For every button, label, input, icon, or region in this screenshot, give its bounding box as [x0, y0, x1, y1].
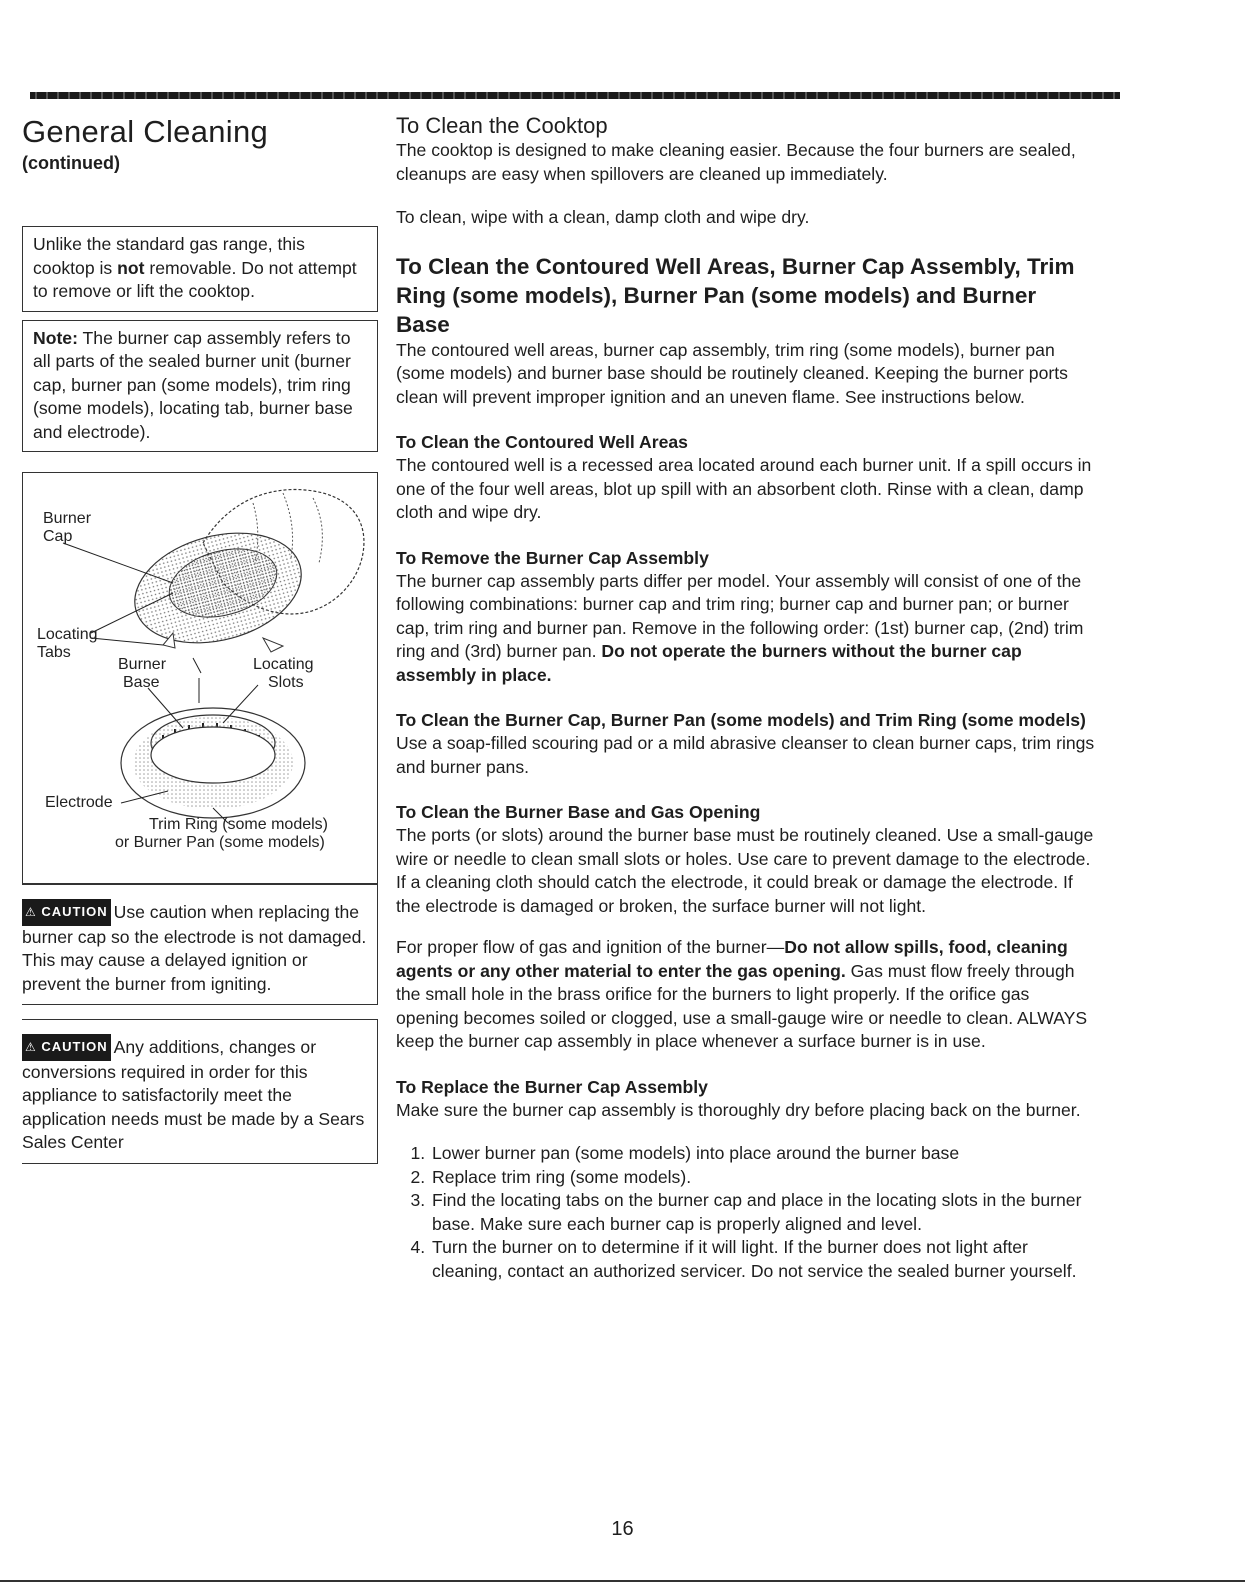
list-item: 3. Find the locating tabs on the burner cap and place in the locating slots in the burner base. Make sure each burner cap is properly aligned and level. — [430, 1189, 1096, 1236]
list-item: 4. Turn the burner on to determine if it will light. If the burner does not light after cleaning, contact an authorized servicer. Do not service the sealed burner yourself. — [430, 1236, 1096, 1283]
section-subtitle: (continued) — [22, 153, 120, 174]
label-electrode: Electrode — [45, 794, 113, 812]
bottom-rule — [0, 1580, 1245, 1582]
remove-text: The burner cap assembly parts differ per model. Your assembly will consist of one of the following combinations: burner cap and trim ring; burner cap and burner pan; or burner cap, trim ring and burner pan. Remove in the following order: (1st) burner cap, (2nd) trim ring and (3rd) burner pan. — [396, 570, 1084, 661]
contoured-text: The contoured well areas, burner cap assembly, trim ring (some models), burner pan (some models) and burner base should be routinely cleaned. Keeping the burner ports clean will prevent improper ignition and an uneven flame. See instructions below. — [396, 339, 1068, 407]
label-locating-slots-1: Locating — [253, 656, 314, 674]
box1-text-1: Unlike the standard gas range, this cooktop is — [33, 234, 305, 278]
well-text: The contoured well is a recessed area located around each burner unit. If a spill occurs in one of the four well areas, blot up spill with an absorbent cloth. Rinse with a clean, damp cloth and wipe dry. — [396, 455, 1092, 522]
burner-diagram — [23, 473, 376, 883]
burner-diagram-box — [22, 472, 378, 884]
contoured-heading: To Clean the Contoured Well Areas, Burner Cap Assembly, Trim Ring (some models), Burner Pan (some models) and Burner Base — [396, 253, 1075, 337]
gas-flow-text-1: For proper flow of gas and ignition of the burner— — [396, 937, 785, 957]
caution-badge — [22, 1034, 111, 1061]
box1-text-2: removable. Do not attempt to remove or lift the cooktop. — [33, 257, 357, 302]
wipe-text: To clean, wipe with a clean, damp cloth and wipe dry. — [396, 207, 810, 227]
cap-clean-section — [396, 709, 1096, 779]
left-column — [22, 115, 378, 1164]
label-burner-pan: or Burner Pan (some models) — [115, 834, 325, 852]
label-burner-base-1: Burner — [118, 656, 167, 674]
remove-section — [396, 547, 1096, 688]
label-locating-slots-2: Slots — [268, 674, 304, 692]
note-label: Note: — [33, 327, 78, 348]
label-burner-cap-2: Cap — [43, 528, 73, 546]
cooktop-heading: To Clean the Cooktop — [396, 113, 608, 138]
well-heading: To Clean the Contoured Well Areas — [396, 432, 688, 452]
base-heading: To Clean the Burner Base and Gas Opening — [396, 802, 761, 822]
cap-clean-heading: To Clean the Burner Cap, Burner Pan (some models) and Trim Ring (some models) — [396, 710, 1086, 730]
gas-flow-paragraph — [396, 936, 1096, 1054]
caution2-text: Any additions, changes or conversions required in order for this appliance to satisfactorily meet the application needs must be made by a Sears Sales Center — [22, 1037, 365, 1153]
page-number: 16 — [611, 1518, 634, 1540]
caution-tag-text: CAUTION — [41, 904, 108, 920]
label-burner-cap-1: Burner — [43, 510, 92, 528]
caution1-text: Use caution when replacing the burner cap so the electrode is not damaged. This may cause a delayed ignition or prevent the burner from igniting. — [22, 902, 367, 994]
caution-box-conversions — [22, 1019, 378, 1164]
remove-warning: Do not operate the burners without the burner cap assembly in place. — [396, 641, 1022, 685]
section-title: General Cleaning — [22, 114, 269, 149]
caution-box-electrode — [22, 884, 378, 1005]
remove-heading: To Remove the Burner Cap Assembly — [396, 547, 709, 568]
base-text: The ports (or slots) around the burner base must be routinely cleaned. Use a small-gauge wire or needle to clean small slots or holes. Use care to prevent damage to the electrode. If a cleaning cloth should catch the electrode, it could break or damage the electrode. If the electrode is damaged or broken, the surface burner will not light. — [396, 825, 1094, 916]
label-locating-tabs-2: Tabs — [37, 644, 71, 662]
gas-flow-text-2: Gas must flow freely through the small hole in the brass orifice for the burners to light properly. If the orifice gas opening becomes soiled or clogged, use a small-gauge wire or needle to clean. ALWAYS keep the burner cap assembly in place whenever a surface burner is in use. — [396, 960, 1088, 1051]
list-item: 2. Replace trim ring (some models). — [430, 1166, 1096, 1190]
removable-note-box — [22, 226, 378, 312]
replace-section — [396, 1076, 1096, 1284]
assembly-note-box — [22, 320, 378, 453]
well-section — [396, 431, 1096, 525]
right-column — [396, 113, 1096, 1283]
top-rule — [30, 92, 1120, 99]
label-trim-ring: Trim Ring (some models) — [149, 816, 328, 834]
warning-triangle-icon: ⚠ — [25, 1040, 37, 1055]
replace-text: Make sure the burner cap assembly is thoroughly dry before placing back on the burner. — [396, 1099, 1081, 1120]
list-item: 1. Lower burner pan (some models) into place around the burner base — [430, 1142, 1096, 1166]
gas-flow-warning: Do not allow spills, food, cleaning agents or any other material to enter the gas opening. — [396, 937, 1068, 981]
cooktop-text: The cooktop is designed to make cleaning easier. Because the four burners are sealed, cleanups are easy when spillovers are cleaned up immediately. — [396, 140, 1076, 184]
replace-heading: To Replace the Burner Cap Assembly — [396, 1076, 708, 1097]
cooktop-section — [396, 113, 1096, 186]
note-text: The burner cap assembly refers to all parts of the sealed burner unit (burner cap, burner pan (some models), trim ring (some models), locating tab, burner base and electrode). — [33, 327, 353, 442]
cap-clean-text: Use a soap-filled scouring pad or a mild abrasive cleanser to clean burner caps, trim rings and burner pans. — [396, 733, 1095, 777]
warning-triangle-icon: ⚠ — [25, 905, 37, 920]
replace-steps — [396, 1142, 1096, 1283]
caution-tag-text: CAUTION — [41, 1039, 108, 1055]
box1-bold: not — [117, 257, 145, 278]
label-locating-tabs-1: Locating — [37, 626, 98, 644]
caution-badge — [22, 899, 111, 926]
base-section — [396, 801, 1096, 918]
label-burner-base-2: Base — [123, 674, 160, 692]
